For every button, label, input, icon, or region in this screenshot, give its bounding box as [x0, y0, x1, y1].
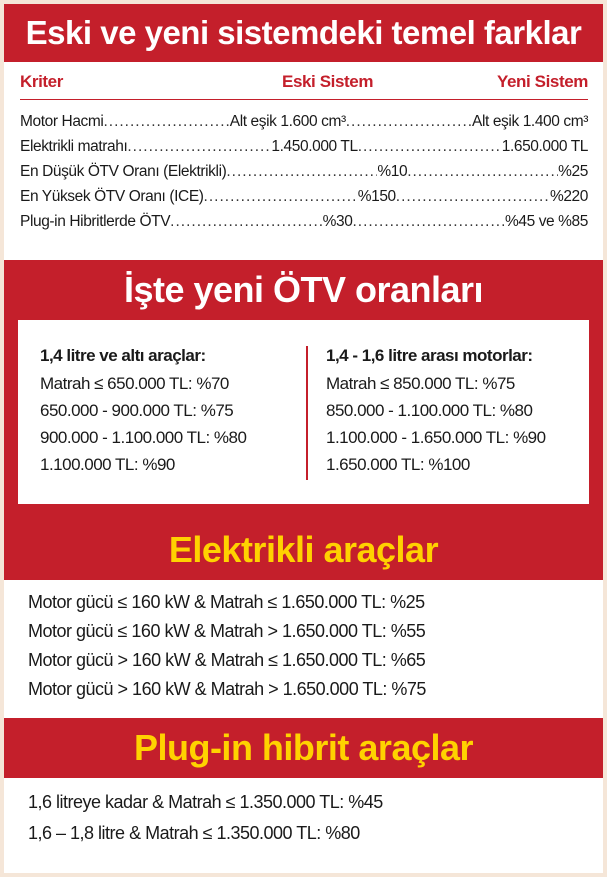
dot-leader [170, 213, 322, 231]
right-rate-line: 1.100.000 - 1.650.000 TL: %90 [326, 428, 546, 447]
right-rate-line: 850.000 - 1.100.000 TL: %80 [326, 401, 533, 420]
row-criterion: En Düşük ÖTV Oranı (Elektrikli) [20, 163, 227, 180]
new-rates-panel [18, 320, 589, 504]
comparison-row [20, 184, 588, 206]
dot-leader [226, 163, 377, 181]
dot-leader [358, 138, 502, 156]
infographic-frame [4, 4, 603, 873]
dot-leader [127, 138, 271, 156]
plugin-title: Plug-in hibrit araçlar [4, 718, 603, 778]
dot-leader [352, 213, 504, 231]
plugin-rate-line: 1,6 – 1,8 litre & Matrah ≤ 1.350.000 TL: %80 [28, 823, 360, 843]
header-old: Eski Sistem [282, 72, 374, 91]
right-rate-line: 1.650.000 TL: %100 [326, 455, 470, 474]
row-new-value: Alt eşik 1.400 cm³ [472, 113, 589, 130]
row-criterion: Plug-in Hibritlerde ÖTV [20, 213, 171, 230]
right-rate-line: Matrah ≤ 850.000 TL: %75 [326, 374, 515, 393]
left-rate-line: 900.000 - 1.100.000 TL: %80 [40, 428, 247, 447]
comparison-header [20, 72, 588, 96]
dot-leader [396, 188, 550, 206]
header-divider [20, 99, 588, 100]
comparison-title: Eski ve yeni sistemdeki temel farklar [4, 4, 603, 62]
left-rate-line: 1.100.000 TL: %90 [40, 455, 175, 474]
comparison-row [20, 159, 588, 181]
row-old-value: %30 [322, 213, 353, 230]
electric-rate-line: Motor gücü ≤ 160 kW & Matrah > 1.650.000 TL: %55 [28, 621, 426, 641]
row-new-value: %220 [549, 188, 588, 205]
comparison-panel [4, 62, 603, 260]
dot-leader [407, 163, 558, 181]
comparison-row [20, 134, 588, 156]
left-rate-line: Matrah ≤ 650.000 TL: %70 [40, 374, 229, 393]
header-new: Yeni Sistem [496, 72, 588, 91]
dot-leader [103, 113, 229, 131]
comparison-row [20, 109, 588, 131]
electric-title: Elektrikli araçlar [4, 520, 603, 580]
plugin-panel [4, 778, 603, 873]
left-rate-line: 650.000 - 900.000 TL: %75 [40, 401, 234, 420]
electric-rate-line: Motor gücü > 160 kW & Matrah > 1.650.000 TL: %75 [28, 679, 426, 699]
electric-rate-line: Motor gücü ≤ 160 kW & Matrah ≤ 1.650.000 TL: %25 [28, 592, 425, 612]
header-criterion: Kriter [20, 72, 63, 91]
row-old-value: %150 [357, 188, 396, 205]
row-new-value: 1.650.000 TL [501, 138, 589, 155]
dot-leader [346, 113, 472, 131]
row-old-value: Alt eşik 1.600 cm³ [229, 113, 346, 130]
column-divider [306, 346, 308, 480]
comparison-row [20, 209, 588, 231]
dot-leader [204, 188, 358, 206]
right-column-title: 1,4 - 1,6 litre arası motorlar: [326, 346, 533, 365]
electric-rate-line: Motor gücü > 160 kW & Matrah ≤ 1.650.000 TL: %65 [28, 650, 426, 670]
row-new-value: %45 ve %85 [504, 213, 588, 230]
new-rates-title: İşte yeni ÖTV oranları [4, 260, 603, 320]
row-new-value: %25 [558, 163, 588, 180]
left-column-title: 1,4 litre ve altı araçlar: [40, 346, 206, 365]
electric-panel [4, 580, 603, 718]
row-criterion: Motor Hacmi [20, 113, 104, 130]
row-old-value: 1.450.000 TL [271, 138, 358, 155]
row-criterion: Elektrikli matrahı [20, 138, 128, 155]
row-criterion: En Yüksek ÖTV Oranı (ICE) [20, 188, 204, 205]
row-old-value: %10 [377, 163, 408, 180]
plugin-rate-line: 1,6 litreye kadar & Matrah ≤ 1.350.000 TL: %45 [28, 792, 383, 812]
